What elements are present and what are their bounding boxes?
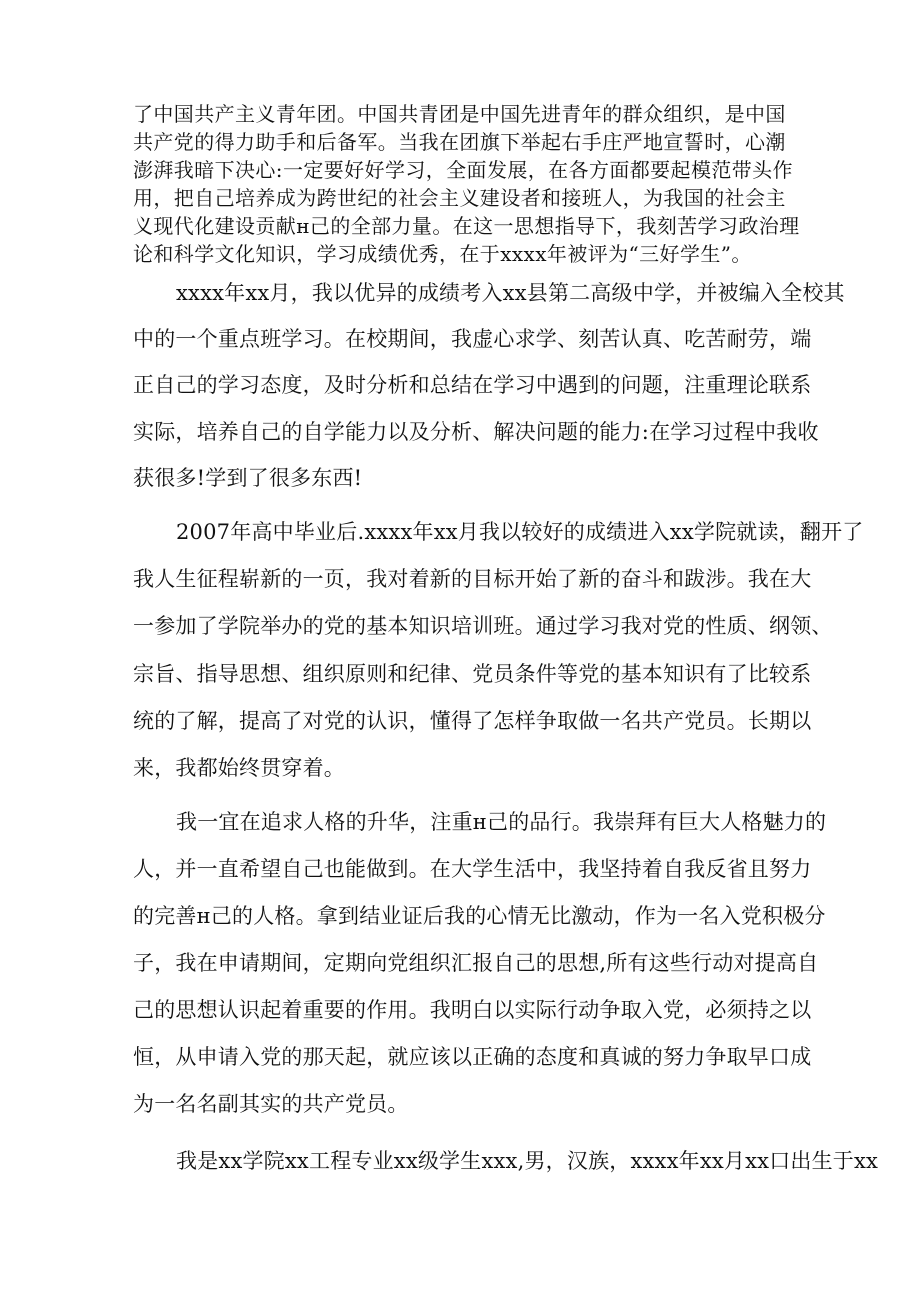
paragraph-line: 义现代化建设贡献н己的全部力量。在这一思想指导下，我刻苦学习政治理 [133,214,800,238]
paragraph-line: 来，我都始终贯穿着。 [133,756,345,780]
paragraph-line: 论和科学文化知识，学习成绩优秀，在于xxxx年被评为“三好学生”。 [133,242,752,266]
paragraph-line: 我一宜在追求人格的升华，注重н己的品行。我崇拜有巨大人格魅力的 [176,810,827,834]
paragraph-line: 我人生征程崭新的一页，我对着新的目标开始了新的奋斗和跋涉。我在大 [133,567,812,591]
paragraph-line: 己的思想认识起着重要的作用。我明白以实际行动争取入党，必须持之以 [133,998,812,1022]
paragraph-line: 恒，从申请入党的那天起，就应该以正确的态度和真诚的努力争取早口成 [133,1045,812,1069]
paragraph-line: 一参加了学院举办的党的基本知识培训班。通过学习我对党的性质、纲领、 [133,614,833,638]
paragraph-line: 获很多!学到了很多东西! [133,466,363,490]
paragraph-line: 用，把自己培养成为跨世纪的社会主义建设者和接班人，为我国的社会主 [133,186,786,210]
paragraph-line: 了中国共产主义青年团。中国共青团是中国先进青年的群众组织，是中国 [133,102,786,126]
paragraph-line: 2007年高中毕业后.xxxx年xx月我以较好的成绩进入xx学院就读，翻开了 [176,520,864,544]
paragraph-line: 统的了解，提高了对党的认识，懂得了怎样争取做一名共产党员。长期以 [133,709,812,733]
paragraph-line: xxxx年xx月，我以优异的成绩考入xx县第二高级中学，并被编入全校其 [176,281,845,305]
paragraph-line: 正自己的学习态度，及时分析和总结在学习中遇到的问题，注重理论联系 [133,373,812,397]
paragraph-line: 澎湃我暗下决心:一定要好好学习，全面发展，在各方面都要起模范带头作 [133,158,793,182]
paragraph-line: 共产党的得力助手和后备军。当我在团旗下举起右手庄严地宣誓时，心潮 [133,130,786,154]
paragraph-line: 人，并一直希望自己也能做到。在大学生活中，我坚持着自我反省且努力 [133,857,812,881]
paragraph-line: 的完善н己的人格。拿到结业证后我的心情无比激动，作为一名入党积极分 [133,904,826,928]
paragraph-line: 我是xx学院xx工程专业xx级学生xxx,男，汉族，xxxx年xx月xx口出生于xx [176,1149,879,1173]
paragraph-line: 中的一个重点班学习。在校期间，我虚心求学、刻苦认真、吃苦耐劳，端 [133,327,812,351]
paragraph-line: 实际，培养自己的自学能力以及分析、解决问题的能力:在学习过程中我收 [133,420,819,444]
paragraph-line: 宗旨、指导思想、组织原则和纪律、党员条件等党的基本知识有了比较系 [133,662,812,686]
paragraph-line: 子，我在申请期间，定期向党组织汇报自己的思想,所有这些行动对提高自 [133,951,819,975]
paragraph-line: 为一名名副其实的共产党员。 [133,1092,409,1116]
